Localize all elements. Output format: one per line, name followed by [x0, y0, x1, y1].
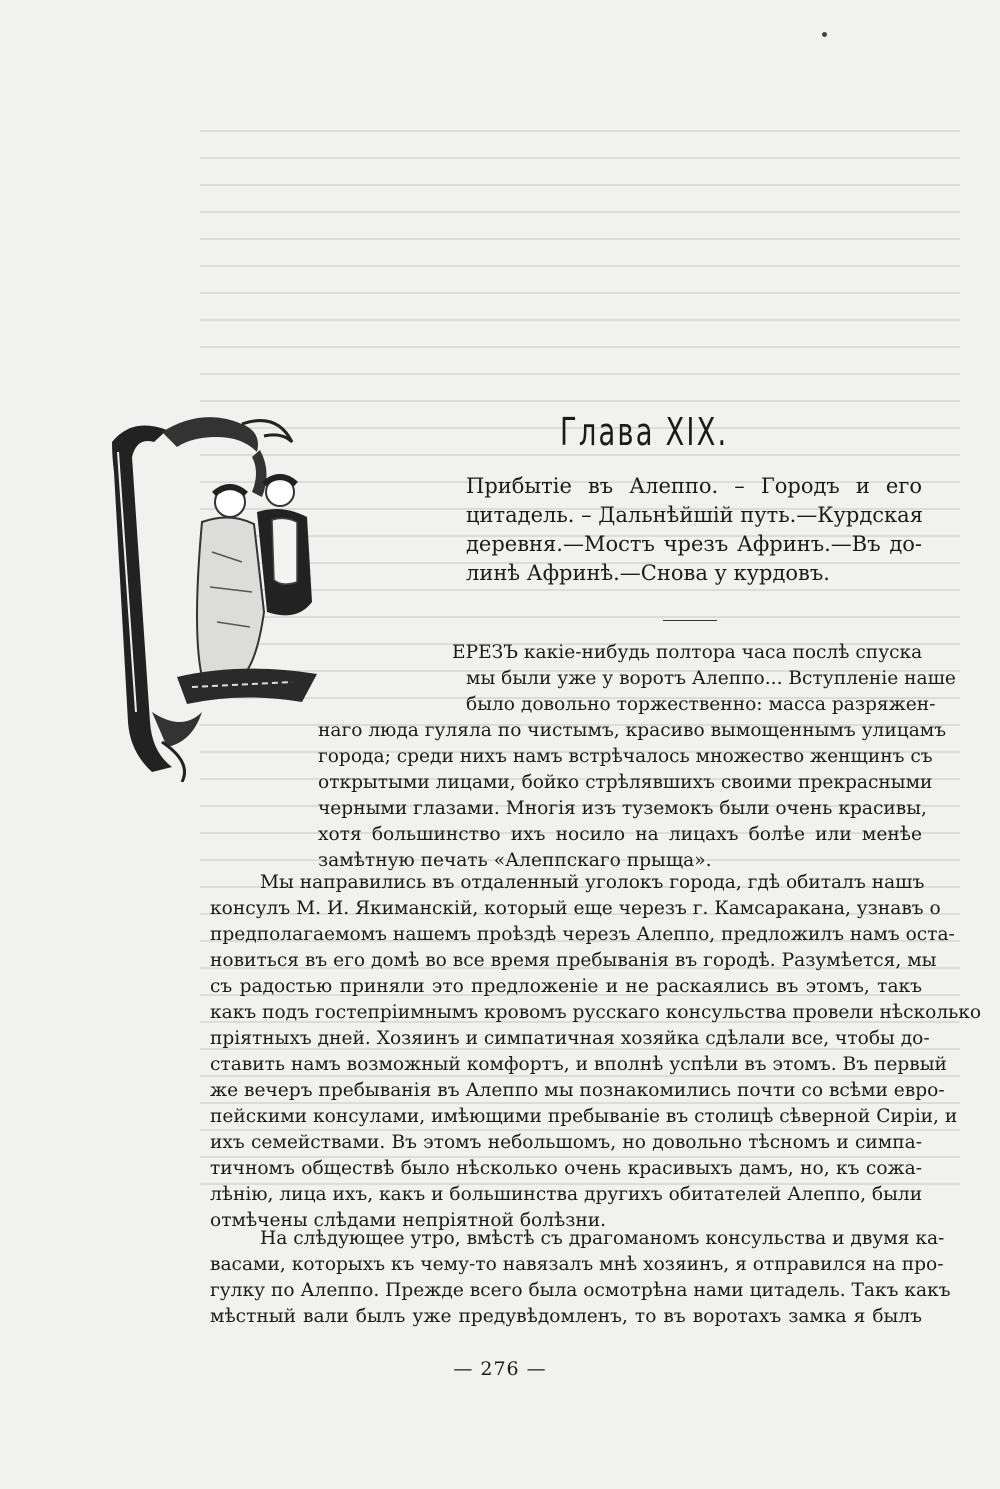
paragraph-citadel	[210, 1226, 951, 1330]
text-line: тичномъ обществѣ было нѣсколько очень красивыхъ дамъ, но, къ сожа-	[210, 1158, 922, 1179]
text-line: На слѣдующее утро, вмѣстѣ съ драгоманомъ консульства и двумя ка-	[260, 1228, 945, 1249]
text-line: было довольно торжественно: масса разряжен-	[466, 694, 936, 715]
summary-line: деревня.—Мостъ чрезъ Афринъ.—Въ до-	[466, 532, 922, 556]
text-line: гулку по Алеппо. Прежде всего была осмотрѣна нами цитадель. Такъ какъ	[210, 1280, 951, 1301]
text-line: Мы направились въ отдаленный уголокъ города, гдѣ обиталъ нашъ	[260, 872, 925, 893]
text-line: съ радостью приняли это предложеніе и не раскаялись въ этомъ, такъ	[210, 976, 922, 997]
text-line: пейскими консулами, имѣющими пребываніе въ столицѣ сѣверной Сиріи, и	[210, 1106, 958, 1127]
text-line: города; среди нихъ намъ встрѣчалось множество женщинъ съ	[318, 746, 933, 767]
text-line: мы были уже у воротъ Алеппо... Вступленіе наше	[466, 668, 956, 689]
chapter-title: Глава XIX.	[560, 410, 729, 454]
page-number: — 276 —	[453, 1358, 547, 1380]
text-line: пріятныхъ дней. Хозяинъ и симпатичная хозяйка сдѣлали все, чтобы до-	[210, 1028, 930, 1049]
summary-line: цитадель. – Дальнѣйшій путь.—Курдская	[466, 503, 923, 527]
paragraph-consul	[210, 870, 982, 1234]
text-line: предполагаемомъ нашемъ проѣздѣ черезъ Алеппо, предложилъ намъ оста-	[210, 924, 955, 945]
text-line: же вечеръ пребыванія въ Алеппо мы познакомились почти со всѣми евро-	[210, 1080, 945, 1101]
text-line: какъ подъ гостепріимнымъ кровомъ русскаго консульства провели нѣсколько	[210, 1002, 982, 1023]
divider-rule	[663, 620, 717, 621]
text-line: замѣтную печать «Алеппскаго прыща».	[318, 850, 712, 871]
chapter-summary	[466, 472, 922, 588]
text-line: хотя большинство ихъ носило на лицахъ болѣе или менѣе	[318, 824, 922, 845]
summary-line: линѣ Афринѣ.—Снова у курдовъ.	[466, 561, 830, 585]
text-line: отмѣчены слѣдами непріятной болѣзни.	[210, 1210, 607, 1231]
text-line: ЕРЕЗЪ какіе-нибудь полтора часа послѣ спуска	[452, 642, 923, 663]
text-line: мѣстный вали былъ уже предувѣдомленъ, то въ воротахъ замка я былъ	[210, 1306, 922, 1327]
summary-line: Прибытіе въ Алеппо. – Городъ и его	[466, 474, 922, 498]
text-line: лѣнію, лица ихъ, какъ и большинства другихъ обитателей Алеппо, были	[210, 1184, 923, 1205]
text-line: черными глазами. Многія изъ туземокъ были очень красивы,	[318, 798, 927, 819]
print-speck	[822, 32, 827, 37]
text-line: открытыми лицами, бойко стрѣлявшихъ своими прекрасными	[318, 772, 933, 793]
text-line: новиться въ его домѣ во все время пребыванія въ городѣ. Разумѣется, мы	[210, 950, 937, 971]
text-line: васами, которыхъ къ чему-то навязалъ мнѣ хозяинъ, я отправился на про-	[210, 1254, 944, 1275]
paragraph-opening	[318, 640, 956, 874]
ornamental-initial-illustration	[92, 412, 327, 782]
text-line: ставить намъ возможный комфортъ, и вполнѣ успѣли въ этомъ. Въ первый	[210, 1054, 947, 1075]
text-line: консулъ М. И. Якиманскій, который еще черезъ г. Камсаракана, узнавъ о	[210, 898, 941, 919]
text-line: наго люда гуляла по чистымъ, красиво вымощеннымъ улицамъ	[318, 720, 947, 741]
text-line: ихъ семействами. Въ этомъ небольшомъ, но довольно тѣсномъ и симпа-	[210, 1132, 922, 1153]
